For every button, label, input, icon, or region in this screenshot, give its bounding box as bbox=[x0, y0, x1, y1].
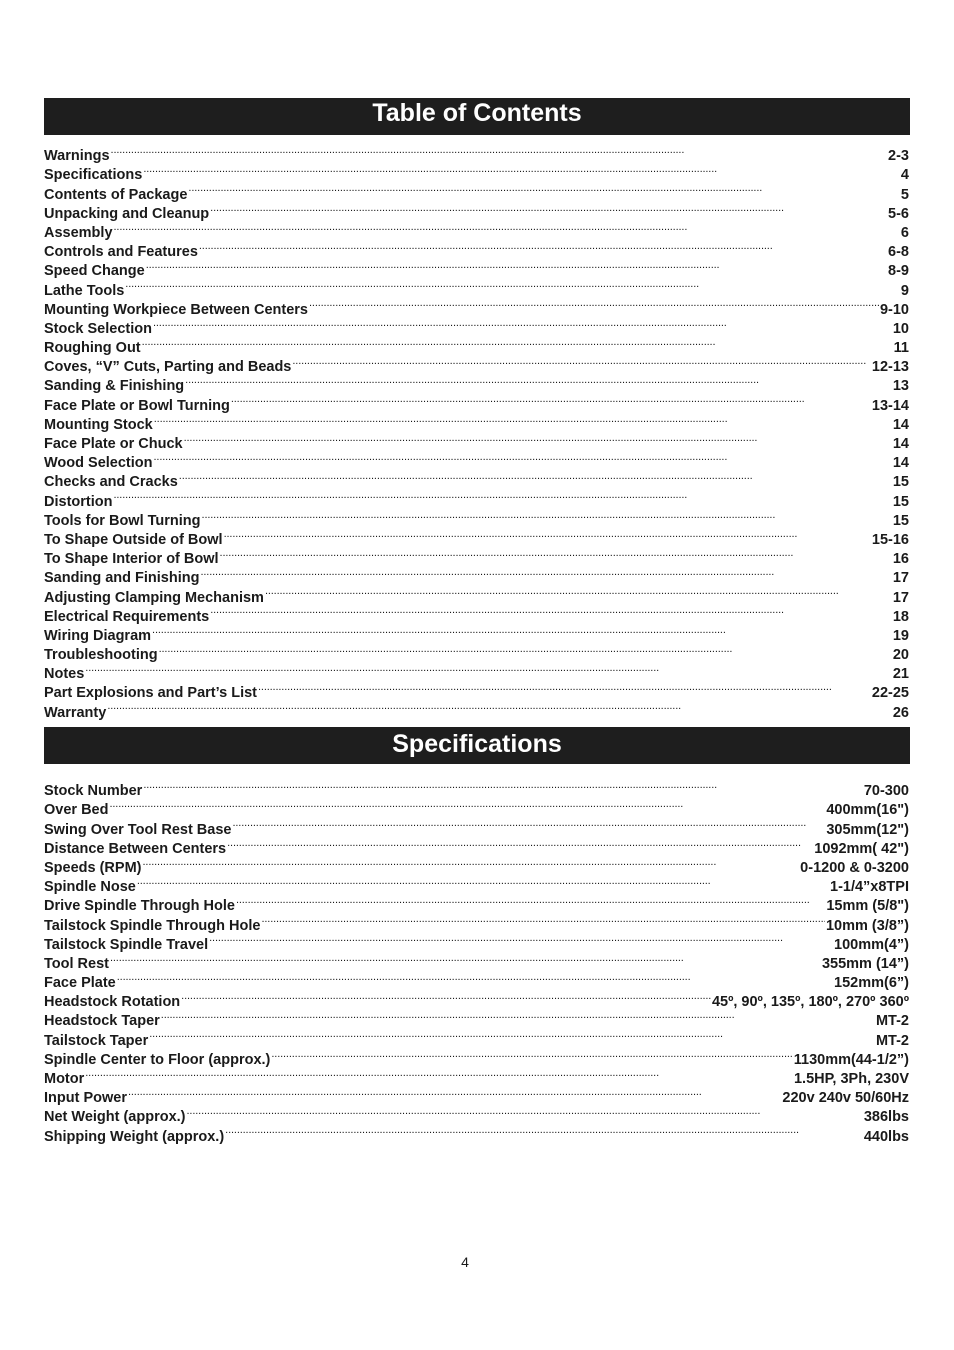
spec-entry-label: Shipping Weight (approx.) bbox=[44, 1128, 225, 1145]
spec-entry-label: Headstock Taper bbox=[44, 1013, 160, 1030]
toc-entry-page: 15 bbox=[892, 474, 909, 491]
toc-entry bbox=[44, 448, 909, 472]
dot-leader bbox=[210, 199, 887, 218]
toc-entry bbox=[44, 486, 909, 510]
spec-entry bbox=[44, 1102, 909, 1126]
toc-entry bbox=[44, 179, 909, 203]
dot-leader bbox=[184, 429, 892, 448]
toc-entry-page: 17 bbox=[892, 589, 909, 606]
dot-leader bbox=[85, 659, 892, 678]
dot-leader bbox=[261, 910, 825, 929]
dot-leader bbox=[159, 640, 892, 659]
spec-entry bbox=[44, 776, 909, 800]
spec-entry bbox=[44, 1045, 909, 1068]
toc-entry-label: Adjusting Clamping Mechanism bbox=[44, 589, 264, 606]
spec-entry-label: Spindle Nose bbox=[44, 879, 136, 896]
toc-entry-page: 9-10 bbox=[879, 301, 909, 318]
spec-entry-label: Spindle Center to Floor (approx.) bbox=[44, 1051, 271, 1068]
dot-leader bbox=[117, 968, 833, 987]
toc-entry-page: 5-6 bbox=[888, 205, 909, 222]
toc-entry-page: 13 bbox=[892, 378, 909, 395]
dot-leader bbox=[110, 949, 821, 968]
dot-leader bbox=[153, 314, 892, 333]
spec-entry-value: 45º, 90º, 135º, 180º, 270º 360º bbox=[711, 994, 909, 1011]
spec-entry bbox=[44, 853, 909, 876]
toc-entry bbox=[44, 218, 909, 241]
spec-entry bbox=[44, 1006, 909, 1030]
toc-entry-label: To Shape Outside of Bowl bbox=[44, 531, 223, 548]
toc-entry-label: Assembly bbox=[44, 224, 113, 241]
spec-entry-value: 1092mm( 42") bbox=[814, 840, 909, 857]
toc-entry-label: Coves, “V” Cuts, Parting and Beads bbox=[44, 359, 292, 376]
toc-entry-label: Sanding & Finishing bbox=[44, 378, 185, 395]
dot-leader bbox=[200, 563, 891, 582]
spec-entry-label: Drive Spindle Through Hole bbox=[44, 898, 235, 915]
toc-entry-label: Notes bbox=[44, 666, 85, 683]
spec-entry-label: Tailstock Taper bbox=[44, 1032, 149, 1049]
dot-leader bbox=[143, 853, 800, 872]
dot-leader bbox=[85, 1064, 793, 1083]
toc-entry-page: 6-8 bbox=[888, 244, 909, 261]
dot-leader bbox=[236, 891, 825, 910]
dot-leader bbox=[143, 160, 900, 179]
toc-entry-page: 15-16 bbox=[871, 531, 909, 548]
toc-entry-label: Stock Selection bbox=[44, 320, 152, 337]
toc-entry-page: 22-25 bbox=[871, 685, 909, 702]
toc-entry bbox=[44, 141, 909, 165]
page-number: 4 bbox=[461, 1254, 469, 1270]
dot-leader bbox=[149, 1025, 875, 1044]
spec-entry bbox=[44, 814, 909, 838]
dot-leader bbox=[109, 795, 825, 814]
toc-entry bbox=[44, 410, 909, 433]
spec-entry-value: 220v 240v 50/60Hz bbox=[782, 1090, 909, 1107]
spec-entry-value: 1.5HP, 3Ph, 230V bbox=[793, 1071, 909, 1087]
toc-entry bbox=[44, 506, 909, 529]
spec-entry-label: Tool Rest bbox=[44, 955, 109, 972]
spec-entry-label: Face Plate bbox=[44, 975, 116, 992]
toc-entry-page: 8-9 bbox=[888, 263, 909, 280]
spec-entry bbox=[44, 795, 909, 819]
dot-leader bbox=[232, 814, 825, 833]
toc-entry bbox=[44, 256, 909, 280]
toc-entry-label: Speed Change bbox=[44, 263, 145, 280]
toc-entry-page: 26 bbox=[892, 704, 909, 721]
spec-entry bbox=[44, 1025, 909, 1049]
dot-leader bbox=[210, 602, 892, 621]
spec-entry-value: 10mm (3/8”) bbox=[825, 917, 909, 934]
spec-entry-value: 400mm(16") bbox=[826, 802, 909, 819]
dot-leader bbox=[187, 1102, 863, 1121]
toc-entry-label: Wiring Diagram bbox=[44, 627, 152, 644]
toc-entry bbox=[44, 275, 909, 299]
toc-entry-page: 14 bbox=[892, 416, 909, 433]
toc-entry bbox=[44, 333, 909, 357]
spec-entry-label: Headstock Rotation bbox=[44, 994, 181, 1011]
dot-leader bbox=[161, 1006, 875, 1025]
spec-entry bbox=[44, 968, 909, 992]
dot-leader bbox=[209, 930, 833, 949]
toc-entry bbox=[44, 621, 909, 644]
toc-entry-label: Troubleshooting bbox=[44, 647, 158, 664]
spec-entry-value: 440lbs bbox=[863, 1128, 909, 1145]
spec-entry-value: 1-1/4”x8TPI bbox=[830, 879, 909, 896]
spec-entry-label: Tailstock Spindle Travel bbox=[44, 936, 209, 953]
toc-entry bbox=[44, 160, 909, 184]
toc-entry-label: Lathe Tools bbox=[44, 282, 125, 299]
toc-entry-page: 5 bbox=[900, 186, 909, 203]
spec-entry-value: 100mm(4”) bbox=[834, 936, 909, 953]
dot-leader bbox=[111, 141, 888, 160]
dot-leader bbox=[227, 834, 813, 853]
toc-entry-page: 20 bbox=[892, 647, 909, 664]
toc-entry-label: Unpacking and Cleanup bbox=[44, 205, 210, 222]
toc-entry-label: Contents of Package bbox=[44, 186, 188, 203]
toc-entry-page: 12-13 bbox=[871, 359, 909, 376]
dot-leader bbox=[181, 987, 711, 1006]
spec-entry-value: 15mm (5/8") bbox=[826, 898, 909, 915]
toc-entry-page: 18 bbox=[892, 608, 909, 625]
toc-entry bbox=[44, 314, 909, 337]
specifications-heading: Specifications bbox=[44, 727, 910, 764]
spec-entry-label: Input Power bbox=[44, 1090, 127, 1107]
dot-leader bbox=[185, 371, 892, 390]
toc-entry bbox=[44, 678, 909, 702]
dot-leader bbox=[224, 525, 871, 544]
dot-leader bbox=[128, 1083, 781, 1102]
dot-leader bbox=[146, 256, 887, 275]
toc-entry-page: 10 bbox=[892, 320, 909, 337]
toc-entry-label: Roughing Out bbox=[44, 340, 141, 357]
toc-entry bbox=[44, 467, 909, 491]
toc-entry-page: 15 bbox=[892, 512, 909, 529]
toc-entry-label: Face Plate or Bowl Turning bbox=[44, 397, 230, 414]
spec-entry-label: Over Bed bbox=[44, 802, 109, 819]
spec-entry-value: 152mm(6”) bbox=[834, 975, 909, 992]
spec-entry-label: Net Weight (approx.) bbox=[44, 1109, 186, 1126]
toc-entry-page: 2-3 bbox=[888, 148, 909, 165]
dot-leader bbox=[137, 872, 829, 891]
toc-entry-page: 15 bbox=[892, 493, 909, 510]
toc-entry-page: 13-14 bbox=[871, 397, 909, 414]
dot-leader bbox=[154, 448, 892, 467]
dot-leader bbox=[107, 697, 892, 716]
spec-entry-label: Motor bbox=[44, 1071, 85, 1087]
toc-entry-label: Mounting Stock bbox=[44, 416, 153, 433]
toc-entry-label: Wood Selection bbox=[44, 455, 153, 472]
dot-leader bbox=[202, 506, 892, 525]
dot-leader bbox=[271, 1045, 792, 1064]
spec-entry-value: MT-2 bbox=[875, 1032, 909, 1049]
spec-entry bbox=[44, 1083, 909, 1107]
dot-leader bbox=[154, 410, 892, 429]
spec-entry-label: Tailstock Spindle Through Hole bbox=[44, 917, 261, 934]
toc-entry bbox=[44, 640, 909, 664]
toc-entry-label: Electrical Requirements bbox=[44, 608, 210, 625]
specifications-list bbox=[44, 776, 909, 1145]
spec-entry-label: Speeds (RPM) bbox=[44, 859, 142, 876]
toc-entry-page: 6 bbox=[900, 224, 909, 241]
spec-entry-value: MT-2 bbox=[875, 1013, 909, 1030]
dot-leader bbox=[199, 237, 887, 256]
toc-entry bbox=[44, 295, 909, 318]
toc-entry-label: Warranty bbox=[44, 704, 107, 721]
spec-entry-value: 386lbs bbox=[863, 1109, 909, 1126]
toc-entry-label: Face Plate or Chuck bbox=[44, 436, 183, 452]
toc-entry-label: Tools for Bowl Turning bbox=[44, 512, 201, 529]
toc-entry-label: Checks and Cracks bbox=[44, 474, 178, 491]
spec-entry bbox=[44, 872, 909, 896]
toc-entry-page: 14 bbox=[892, 436, 909, 452]
spec-entry-value: 0-1200 & 0-3200 bbox=[800, 859, 909, 876]
dot-leader bbox=[225, 1121, 863, 1140]
dot-leader bbox=[142, 333, 893, 352]
toc-entry bbox=[44, 429, 909, 452]
toc-entry-page: 11 bbox=[893, 340, 909, 357]
toc-heading: Table of Contents bbox=[44, 98, 910, 135]
toc-entry bbox=[44, 697, 909, 721]
toc-entry-label: Warnings bbox=[44, 148, 110, 165]
spec-entry-label: Distance Between Centers bbox=[44, 840, 227, 857]
toc-entry-page: 21 bbox=[892, 666, 909, 683]
toc-list bbox=[44, 141, 909, 721]
spec-entry bbox=[44, 1064, 909, 1087]
toc-entry-page: 14 bbox=[892, 455, 909, 472]
toc-entry bbox=[44, 352, 909, 376]
toc-entry-label: Sanding and Finishing bbox=[44, 570, 200, 587]
spec-entry bbox=[44, 987, 909, 1011]
toc-entry-label: Distortion bbox=[44, 493, 113, 510]
toc-entry-page: 17 bbox=[892, 570, 909, 587]
dot-leader bbox=[220, 544, 892, 563]
toc-entry-label: Controls and Features bbox=[44, 244, 198, 261]
dot-leader bbox=[125, 275, 900, 294]
toc-entry bbox=[44, 659, 909, 683]
dot-leader bbox=[292, 352, 871, 371]
toc-entry bbox=[44, 237, 909, 261]
dot-leader bbox=[179, 467, 892, 486]
spec-entry bbox=[44, 891, 909, 915]
dot-leader bbox=[143, 776, 863, 795]
spec-entry-label: Stock Number bbox=[44, 783, 143, 800]
spec-entry bbox=[44, 949, 909, 972]
spec-entry-value: 305mm(12") bbox=[826, 821, 909, 838]
dot-leader bbox=[231, 390, 871, 409]
toc-entry-label: To Shape Interior of Bowl bbox=[44, 551, 219, 568]
toc-entry-page: 16 bbox=[892, 551, 909, 568]
toc-entry-page: 9 bbox=[900, 282, 909, 299]
dot-leader bbox=[258, 678, 871, 697]
spec-entry-value: 70-300 bbox=[863, 783, 909, 800]
toc-entry-label: Part Explosions and Part’s List bbox=[44, 685, 257, 702]
spec-entry-value: 1130mm(44-1/2”) bbox=[793, 1051, 909, 1068]
dot-leader bbox=[113, 486, 891, 505]
dot-leader bbox=[114, 218, 900, 237]
toc-entry-page: 4 bbox=[900, 167, 909, 184]
toc-entry-page: 19 bbox=[892, 627, 909, 644]
dot-leader bbox=[265, 582, 892, 601]
toc-entry-label: Mounting Workpiece Between Centers bbox=[44, 301, 308, 318]
dot-leader bbox=[188, 179, 900, 198]
spec-entry-label: Swing Over Tool Rest Base bbox=[44, 821, 232, 838]
spec-entry-value: 355mm (14”) bbox=[821, 955, 909, 972]
toc-entry-label: Specifications bbox=[44, 167, 143, 184]
dot-leader bbox=[309, 295, 879, 314]
dot-leader bbox=[152, 621, 892, 640]
